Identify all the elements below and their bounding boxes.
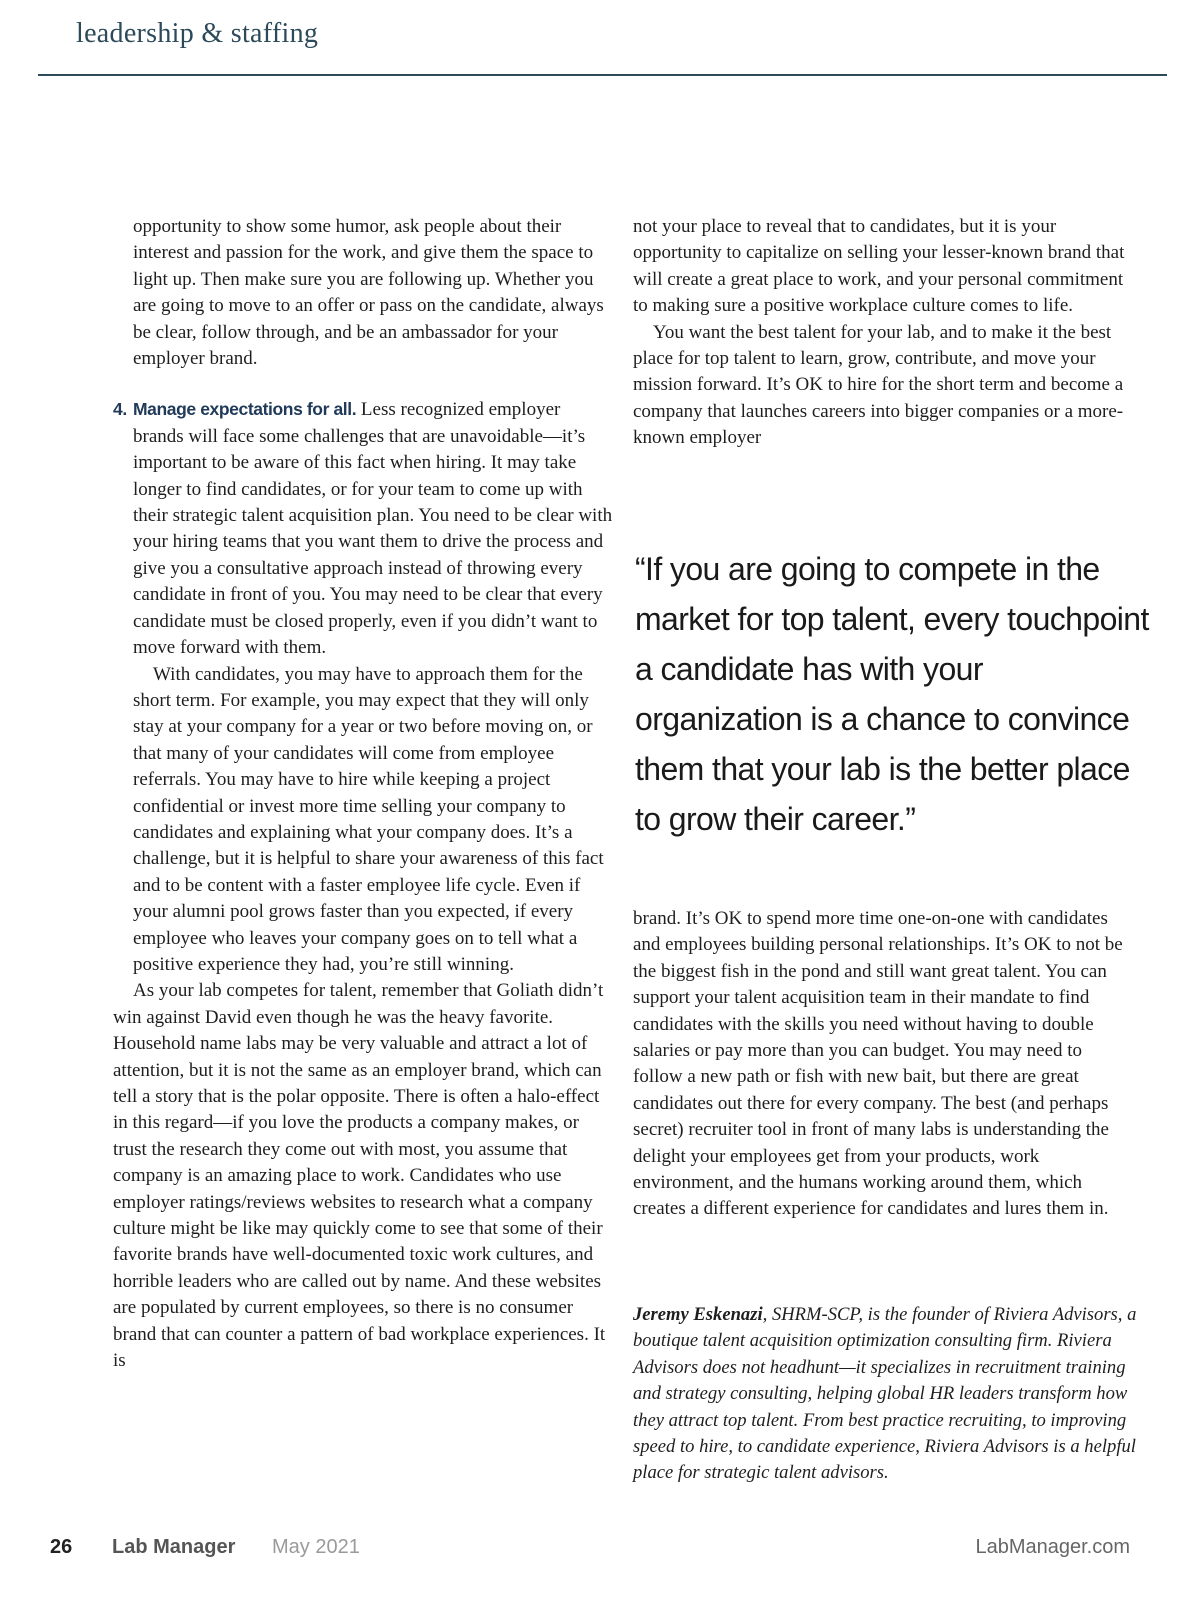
- section-title: leadership & staffing: [76, 18, 319, 49]
- right-column-top: [633, 214, 1135, 452]
- continuation-paragraph: not your place to reveal that to candidates, but it is your opportunity to capitalize on selling your lesser-known brand that will create a great place to work, and your personal commitment to making sure a positive workplace culture comes to life.: [633, 216, 1125, 317]
- list-item-text: Less recognized employer brands will face some challenges that are unavoidable—it’s important to be aware of this fact when hiring. It may take longer to find candidates, or for your team to come up with their strategic talent acquisition plan. You need to be clear with your hiring teams that you want them to drive the process and give you a consultative approach instead of throwing every candidate in front of you. You may need to be clear that every candidate must be closed properly, even if you didn’t want to move forward with them.: [133, 399, 613, 659]
- right-column-bottom: [633, 906, 1135, 1223]
- magazine-name: Lab Manager: [112, 1536, 236, 1558]
- header-divider: [38, 74, 1167, 76]
- talent-paragraph: You want the best talent for your lab, and to make it the best place for top talent to learn, grow, contribute, and move your mission forward. It’s OK to hire for the short term and become a company that launches careers into bigger companies or a more-known employer: [633, 321, 1124, 449]
- left-column: [113, 214, 613, 1374]
- pull-quote: “If you are going to compete in the market for top talent, every touchpoint a candidate has with your organization is a chance to convince them that your lab is the better place to grow their career.”: [635, 551, 1149, 837]
- list-item-4-paragraph: With candidates, you may have to approach them for the short term. For example, you may expect that they will only stay at your company for a year or two before moving on, or that many of your candidates will come from employee referrals. You may have to hire while keeping a project confidential or invest more time selling your company to candidates and explaining what your company does. It’s a challenge, but it is helpful to share your awareness of this fact and to be content with a faster employee life cycle. Even if your alumni pool grows faster than you expected, if every employee who leaves your company goes on to tell what a positive experience they had, you’re still winning.: [133, 663, 604, 975]
- author-name: Jeremy Eskenazi: [633, 1304, 763, 1325]
- website-link[interactable]: LabManager.com: [975, 1536, 1130, 1558]
- page-footer: [50, 1536, 1130, 1566]
- brand-paragraph: brand. It’s OK to spend more time one-on-one with candidates and employees building personal relationships. It’s OK to not be the biggest fish in the pond and still want great talent. You can support your talent acquisition team in their mandate to find candidates with the skills you need without having to double salaries or pay more than you can budget. You may need to follow a new path or fish with new bait, but there are great candidates out there for every company. The best (and perhaps secret) recruiter tool in front of many labs is understanding the delight your employees get from your products, work environment, and the humans working around them, which creates a different experience for candidates and lures them in.: [633, 908, 1123, 1220]
- list-item-heading: Manage expectations for all.: [133, 399, 357, 420]
- author-bio: [633, 1302, 1138, 1487]
- list-item-4: [113, 396, 613, 661]
- intro-paragraph: opportunity to show some humor, ask people about their interest and passion for the work, and give them the space to light up. Then make sure you are following up. Whether you are going to move to an offer or pass on the candidate, always be clear, follow through, and be an ambassador for your employer brand.: [133, 216, 604, 370]
- author-bio-text: , SHRM-SCP, is the founder of Riviera Advisors, a boutique talent acquisition optimization consulting firm. Riviera Advisors does not headhunt—it specializes in recruitment training and strategy consulting, helping global HR leaders transform how they attract top talent. From best practice recruiting, to improving speed to hire, to candidate experience, Riviera Advisors is a helpful place for strategic talent advisors.: [633, 1304, 1137, 1484]
- closing-paragraph: As your lab competes for talent, remember that Goliath didn’t win against David even though he was the heavy favorite. Household name labs may be very valuable and attract a lot of attention, but it is not the same as an employer brand, which can tell a story that is the polar opposite. There is often a halo-effect in this regard—if you love the products a company makes, or trust the research they come out with most, you assume that company is an amazing place to work. Candidates who use employer ratings/reviews websites to research what a company culture might be like may quickly come to see that some of their favorite brands have well-documented toxic work cultures, and horrible leaders who are called out by name. And these websites are populated by current employees, so there is no consumer brand that can counter a pattern of bad workplace experiences. It is: [113, 980, 606, 1372]
- issue-date: May 2021: [272, 1536, 360, 1558]
- page-number: 26: [50, 1536, 73, 1558]
- list-item-number: 4.: [113, 399, 127, 420]
